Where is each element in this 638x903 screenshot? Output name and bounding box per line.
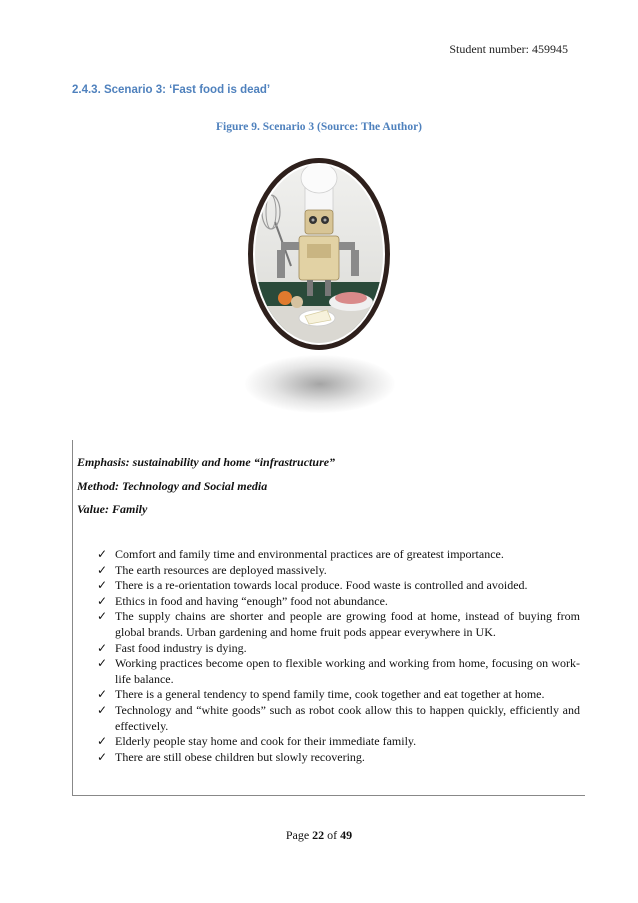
list-item: ✓ Comfort and family time and environmental practices are of greatest importance.: [97, 547, 504, 561]
list-item: ✓ Elderly people stay home and cook for their immediate family.: [97, 734, 417, 749]
checkmark-icon: ✓: [97, 687, 108, 702]
checkmark-icon: ✓: [97, 656, 108, 671]
list-item: ✓ The supply chains are shorter and people are growing food at home, instead of buying from global brands. Urban gardening and home fruit pods appear everywhere in UK.: [97, 609, 580, 639]
student-number: Student number: 459945: [449, 42, 568, 56]
checkmark-icon: ✓: [97, 547, 108, 561]
figure-caption: Figure 9. Scenario 3 (Source: The Author): [215, 121, 423, 133]
checkmark-icon: ✓: [97, 593, 108, 608]
checkmark-icon: ✓: [97, 609, 108, 624]
method-line: Method: Technology and Social media: [77, 479, 268, 493]
page-prefix: Page: [285, 828, 310, 842]
list-item: ✓ Technology and “white goods” such as robot cook allow this to happen quickly, efficiently and effectively.: [97, 702, 580, 733]
list-item: ✓ Fast food industry is dying.: [97, 640, 247, 655]
list-item: ✓ Working practices become open to flexible working and working from home, focusing on work-life balance.: [97, 656, 580, 686]
checkmark-icon: ✓: [97, 749, 108, 764]
list-item: ✓ Ethics in food and having “enough” food not abundance.: [97, 593, 388, 608]
scenario-box: [72, 440, 585, 796]
figure-shadow: [245, 355, 395, 413]
list-item: ✓ There are still obese children but slowly recovering.: [97, 749, 365, 764]
page-number: 22: [312, 828, 325, 842]
list-item: ✓ There is a re-orientation towards local produce. Food waste is controlled and avoided.: [97, 578, 528, 593]
checkmark-icon: ✓: [97, 562, 108, 577]
page-sep: of: [327, 828, 338, 842]
value-line: Value: Family: [77, 502, 148, 516]
checkmark-icon: ✓: [97, 734, 108, 749]
checkmark-icon: ✓: [97, 640, 108, 655]
list-item: ✓ There is a general tendency to spend family time, cook together and eat together at home.: [97, 687, 545, 702]
page-total: 49: [340, 828, 353, 842]
checkmark-icon: ✓: [97, 702, 108, 717]
robot-chef-oval-photo: [247, 156, 391, 352]
emphasis-line: Emphasis: sustainability and home “infrastructure”: [77, 455, 336, 469]
page-footer: [0, 828, 638, 843]
scenario-check-list: [97, 547, 580, 765]
list-item: ✓ The earth resources are deployed massively.: [97, 562, 327, 577]
checkmark-icon: ✓: [97, 578, 108, 593]
section-heading: 2.4.3. Scenario 3: ‘Fast food is dead’: [72, 84, 271, 96]
